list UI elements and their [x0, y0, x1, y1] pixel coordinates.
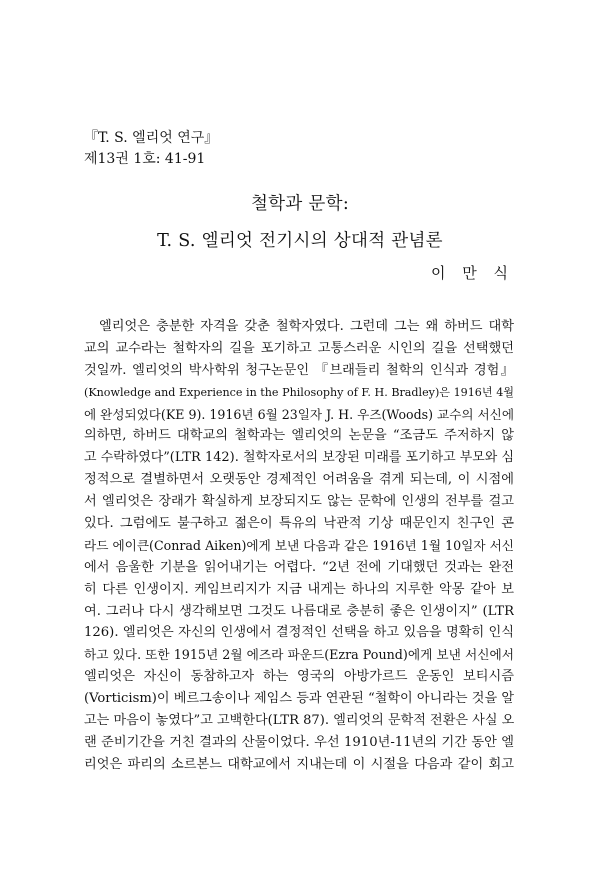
body-line: 라드 에이큰(Conrad Aiken)에게 보낸 다음과 같은 1916년 1월 10일자 서신 [84, 537, 514, 553]
body-line: 의하면, 하버드 대학교의 철학과는 엘리엇의 논문을 “조금도 주저하지 않 [84, 428, 514, 444]
body-line: (Vorticism)이 베르그송이나 제임스 등과 연관된 “철학이 아니라는 것을 알 [84, 691, 514, 707]
body-line: 랜 준비기간을 거친 결과의 산물이었다. 우선 1910년-11년의 기간 동안 엘 [84, 734, 514, 750]
body-line: (Knowledge and Experience in the Philosophy of F. H. Bradley)은 1916년 4월 [84, 385, 514, 399]
article-title-line-1: 철학과 문학: [250, 194, 350, 214]
body-line: 고는 마음이 놓였다”고 고백한다(LTR 87). 엘리엇의 문학적 전환은 사실 오 [84, 713, 514, 729]
body-line: 서 엘리엇은 장래가 확실하게 보장되지도 않는 문학에 인생의 전부를 걸고 [84, 494, 514, 510]
article-title [0, 186, 600, 260]
body-line: 정적으로 결별하면서 오랫동안 경제적인 어려움을 겪게 되는데, 이 시점에 [84, 472, 514, 488]
body-line: 하고 있다. 또한 1915년 2월 에즈라 파운드(Ezra Pound)에게 보낸 서신에서 [84, 647, 514, 663]
journal-name: 『T. S. 엘리엇 연구』 [84, 130, 219, 146]
journal-issue: 제13권 1호: 41-91 [84, 151, 206, 167]
body-line: 있다. 그럼에도 불구하고 젊은이 특유의 낙관적 기상 때문인지 친구인 콘 [84, 516, 514, 532]
body-line: 히 다른 인생이지. 케임브리지가 지금 내게는 하나의 지루한 악몽 같아 보 [84, 581, 514, 597]
body-line: 엘리엇은 충분한 자격을 갖춘 철학자였다. 그런데 그는 왜 하버드 대학 [99, 319, 514, 334]
body-line: 교의 교수라는 철학자의 길을 포기하고 고통스러운 시인의 길을 선택했던 [84, 340, 514, 356]
body-line: 여. 그러나 다시 생각해보면 그것도 나름대로 충분히 좋은 인생이지” (LTR [84, 603, 514, 619]
body-line: 에 완성되었다(KE 9). 1916년 6월 23일자 J. H. 우즈(Woods) 교수의 서신에 [84, 406, 514, 422]
body-line: 에서 음울한 기분을 읽어내기는 어렵다. “2년 전에 기대했던 것과는 완전 [84, 559, 514, 575]
body-line: 126). 엘리엇은 자신의 인생에서 결정적인 선택을 하고 있음을 명확히 인식 [84, 625, 514, 641]
body-line: 리엇은 파리의 소르본느 대학교에서 지내는데 이 시절을 다음과 같이 회고 [84, 756, 514, 772]
body-line: 것일까. 엘리엇의 박사학위 청구논문인 『브래들리 철학의 인식과 경험』 [84, 362, 514, 378]
body-line: 엘리엇은 자신이 동참하고자 하는 영국의 아방가르드 운동인 보티시즘 [84, 669, 514, 685]
article-author: 이 만 식 [430, 264, 514, 282]
body-line: 고 수락하였다”(LTR 142). 철학자로서의 보장된 미래를 포기하고 부모와 심 [84, 450, 514, 466]
article-title-line-2: T. S. 엘리엇 전기시의 상대적 관념론 [157, 231, 443, 251]
body-paragraph [84, 316, 514, 776]
journal-header [84, 128, 218, 170]
